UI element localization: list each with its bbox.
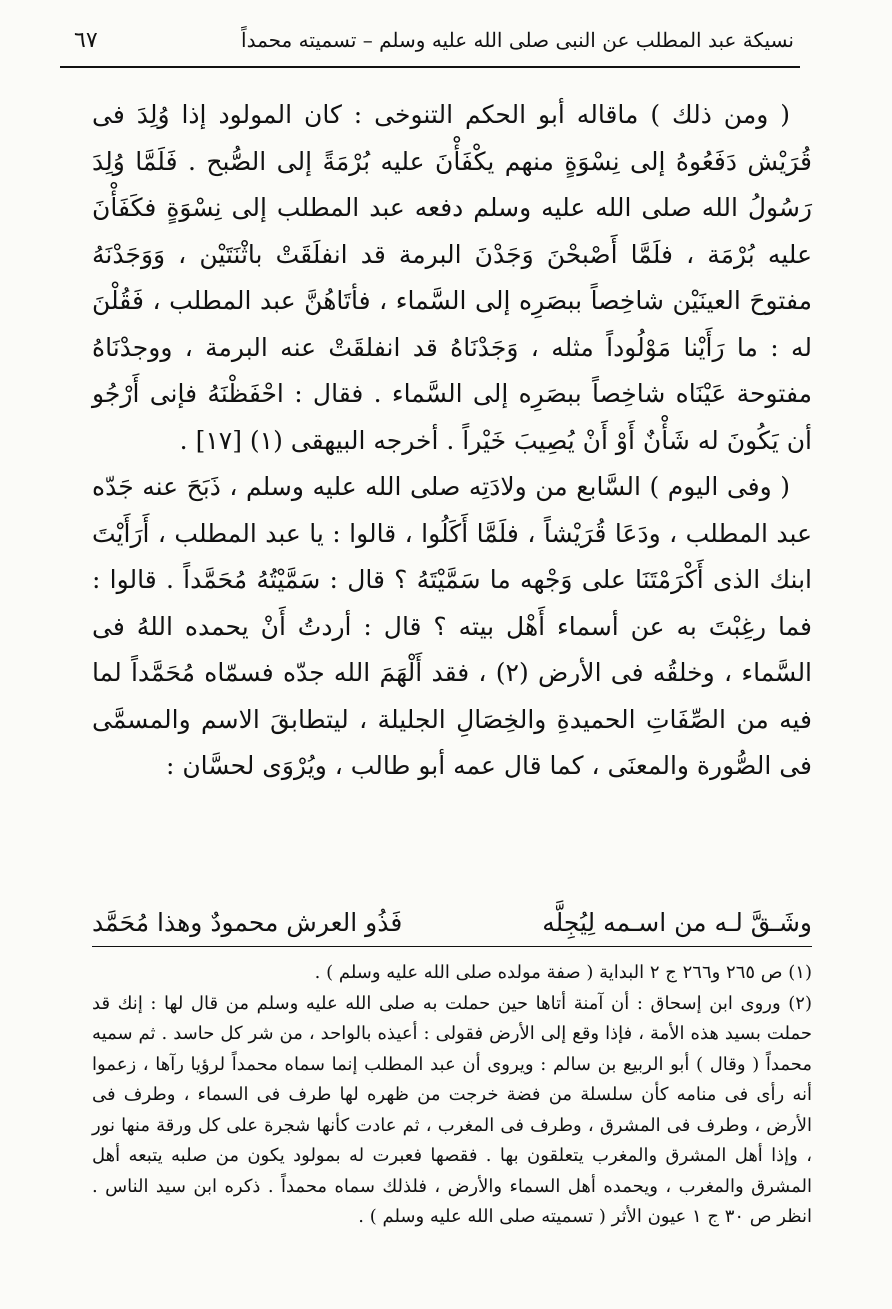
header-rule	[60, 66, 800, 68]
main-text	[92, 92, 812, 790]
paragraph-naming-muhammad: ( وفى اليوم ) السَّابع من ولادَتِه صلى الله عليه وسلم ، ذَبَحَ عنه جَدّه عبد المطلب ، ودَعَا قُرَيْشاً ، فلَمَّا أَكَلُوا ، قالوا : يا عبد المطلب ، أَرَأَيْتَ ابنك الذى أَكْرَمْتَنَا على وَجْهه ما سَمَّيْتَهُ ؟ قال : سَمَّيْتُهُ مُحَمَّداً . قالوا : فما رغِبْتَ به عن أسماء أَهْل بيته ؟ قال : أردتُ أَنْ يحمده اللهُ فى السَّماء ، وخلقُه فى الأرض (٢) ، فقد أَلْهَمَ الله جدّه فسمّاه مُحَمَّداً لما فيه من الصِّفَاتِ الحميدةِ والخِصَالِ الجليلة ، ليتطابقَ الاسم والمسمَّى فى الصُّورة والمعنَى ، كما قال عمه أبو طالب ، ويُرْوَى لحسَّان :	[92, 472, 813, 780]
running-title: نسيكة عبد المطلب عن النبى صلى الله عليه وسلم – تسميته محمداً	[241, 28, 794, 52]
page-number: ٦٧	[74, 28, 98, 53]
footnotes	[92, 958, 812, 1233]
poem-verse	[92, 900, 812, 946]
footnote-2: (٢) وروى ابن إسحاق : أن آمنة أتاها حين حملت به صلى الله عليه وسلم من قال لها : إنك قد حملت بسيد هذه الأمة ، فإذا وقع إلى الأرض فقولى : أعيذه بالواحد ، من شر كل حاسد . ثم سميه محمداً ( وقال ) أبو الربيع بن سالم : ويروى أن عبد المطلب إنما سماه محمداً لرؤيا رآها ، زعموا أنه رأى فى منامه كأن سلسلة من فضة خرجت من ظهره لها طرف فى السماء ، وطرف فى الأرض ، وطرف فى المشرق ، وطرف فى المغرب ، ثم عادت كأنها شجرة على كل ورقة منها نور ، وإذا أهل المشرق والمغرب يتعلقون بها . فقصها فعبرت له بمولود يكون من صلبه يتبعه أهل المشرق والمغرب ، ويحمده أهل السماء والأرض ، فلذلك سماه محمداً . ذكره ابن سيد الناس . انظر ص ٣٠ ج ١ عيون الأثر ( تسميته صلى الله عليه وسلم ) .	[92, 992, 812, 1227]
poem-first-hemistich: وشَـقَّ لـه من اسـمه لِيُجِلَّه	[542, 908, 812, 937]
poem-second-hemistich: فَذُو العرش محمودٌ وهذا مُحَمَّد	[92, 908, 403, 937]
footnote-rule	[92, 946, 812, 947]
page-header	[60, 22, 800, 68]
footnote-1: (١) ص ٢٦٥ و٢٦٦ ج ٢ البداية ( صفة مولده صلى الله عليه وسلم ) .	[314, 962, 812, 983]
paragraph-tanukhi-narration: ( ومن ذلك ) ماقاله أبو الحكم التنوخى : كان المولود إذا وُلِدَ فى قُرَيْش دَفَعُوهُ إلى نِسْوَةٍ منهم يكْفَأْنَ عليه بُرْمَةً إلى الصُّبح . فَلَمَّا وُلِدَ رَسُولُ الله صلى الله عليه وسلم دفعه عبد المطلب إلى نِسْوَةٍ فكَفَأْنَ عليه بُرْمَة ، فلَمَّا أَصْبحْنَ وَجَدْنَ البرمة قد انفلَقَتْ باثْنَتَيْن ، وَوَجَدْنَهُ مفتوحَ العينَيْن شاخِصاً ببصَرِه إلى السَّماء ، فأتَاهُنَّ عبد المطلب ، فَقُلْنَ له : ما رَأَيْنا مَوْلُوداً مثله ، وَجَدْنَاهُ قد انفلقَتْ عنه البرمة ، ووجدْنَاهُ مفتوحة عَيْنَاه شاخِصاً ببصَرِه إلى السَّماء . فقال : احْفَظْنَهُ فإنى أَرْجُو أن يَكُونَ له شَأْنٌ أَوْ أَنْ يُصِيبَ خَيْراً . أخرجه البيهقى (١) [١٧] .	[92, 100, 812, 455]
